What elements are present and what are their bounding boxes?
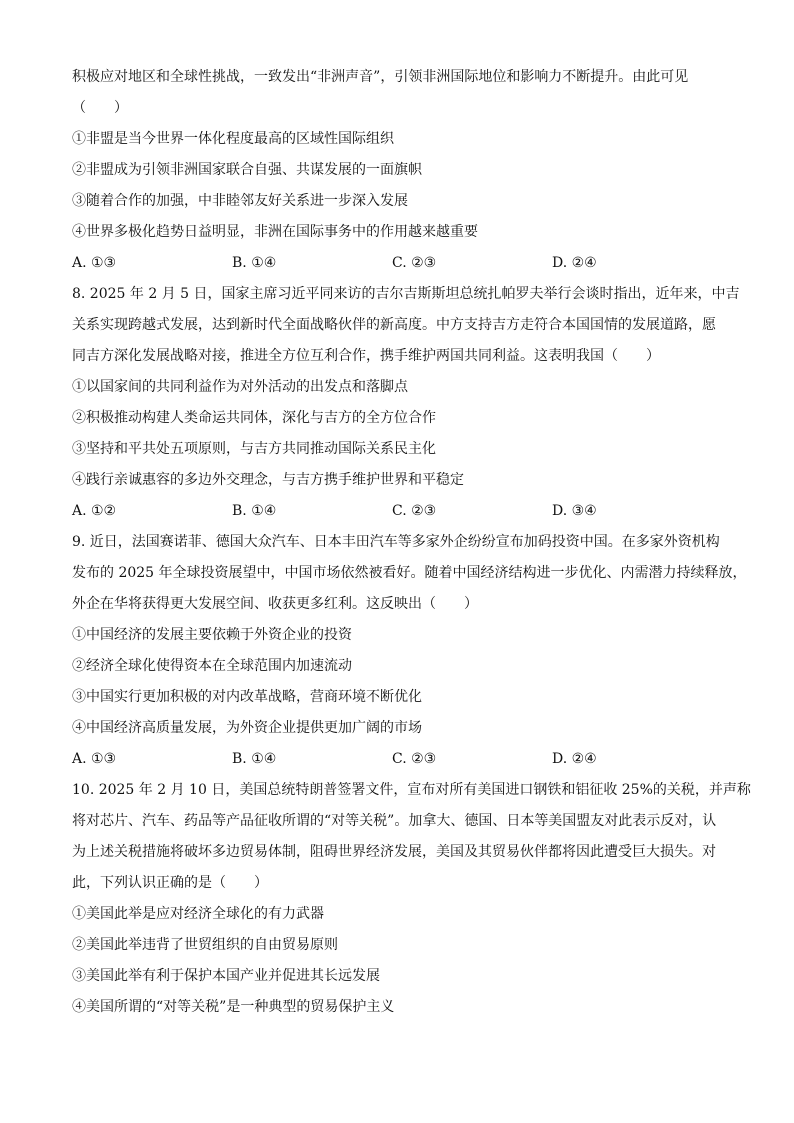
option-c: C. ②③: [392, 503, 437, 519]
exam-page: [72, 62, 751, 1023]
option-d: D. ②④: [552, 751, 597, 767]
option-d: D. ③④: [552, 503, 597, 519]
answer-options: [72, 248, 724, 279]
question-text-line: 关系实现跨越式发展，达到新时代全面战略伙伴的新高度。中方支持吉方走符合本国国情的发展道路，愿: [72, 317, 716, 333]
statement-item: ④美国所谓的“对等关税”是一种典型的贸易保护主义: [72, 999, 395, 1015]
question-text-line: 将对芯片、汽车、药品等产品征收所谓的“对等关税”。加拿大、德国、日本等美国盟友对此表示反对，认: [72, 813, 717, 829]
statement-item: ②积极推动构建人类命运共同体，深化与吉方的全方位合作: [72, 410, 436, 426]
statement-item: ④世界多极化趋势日益明显，非洲在国际事务中的作用越来越重要: [72, 224, 478, 240]
option-a: A. ①②: [72, 503, 117, 519]
statement-item: ②经济全球化使得资本在全球范围内加速流动: [72, 658, 352, 674]
answer-options: [72, 496, 724, 527]
question-text-line: 外企在华将获得更大发展空间、收获更多红利。这反映出（ ）: [72, 596, 478, 612]
statement-item: ④践行亲诚惠容的多边外交理念，与吉方携手维护世界和平稳定: [72, 472, 464, 488]
statement-item: ①以国家间的共同利益作为对外活动的出发点和落脚点: [72, 379, 408, 395]
option-c: C. ②③: [392, 255, 437, 271]
option-b: B. ①④: [232, 751, 277, 767]
statement-item: ①美国此举是应对经济全球化的有力武器: [72, 906, 324, 922]
question-9: [72, 527, 747, 775]
question-text-line: 10. 2025 年 2 月 10 日，美国总统特朗普签署文件，宣布对所有美国进口钢铁和铝征收 25%的关税，并声称: [72, 782, 751, 798]
answer-blank: （ ）: [72, 100, 128, 116]
statement-item: ③坚持和平共处五项原则，与吉方共同推动国际关系民主化: [72, 441, 436, 457]
option-d: D. ②④: [552, 255, 597, 271]
statement-item: ①中国经济的发展主要依赖于外资企业的投资: [72, 627, 352, 643]
option-b: B. ①④: [232, 255, 277, 271]
question-text-line: 此，下列认识正确的是（ ）: [72, 875, 268, 891]
option-c: C. ②③: [392, 751, 437, 767]
option-a: A. ①③: [72, 751, 117, 767]
question-10: [72, 775, 751, 1023]
question-text-line: 同吉方深化发展战略对接，推进全方位互利合作，携手维护两国共同利益。这表明我国（ ）: [72, 348, 660, 364]
answer-options: [72, 744, 724, 775]
question-text-line: 发布的 2025 年全球投资展望中，中国市场依然被看好。随着中国经济结构进一步优化、内需潜力持续释放，: [72, 565, 747, 581]
question-text-line: 9. 近日，法国赛诺菲、德国大众汽车、日本丰田汽车等多家外企纷纷宣布加码投资中国。在多家外资机构: [72, 534, 720, 550]
option-b: B. ①④: [232, 503, 277, 519]
statement-item: ②美国此举违背了世贸组织的自由贸易原则: [72, 937, 338, 953]
statement-item: ④中国经济高质量发展，为外资企业提供更加广阔的市场: [72, 720, 422, 736]
statement-item: ②非盟成为引领非洲国家联合自强、共谋发展的一面旗帜: [72, 162, 422, 178]
question-text-line: 为上述关税措施将破坏多边贸易体制，阻碍世界经济发展，美国及其贸易伙伴都将因此遭受巨大损失。对: [72, 844, 716, 860]
question-text-line: 积极应对地区和全球性挑战，一致发出“非洲声音”，引领非洲国际地位和影响力不断提升。由此可见: [72, 69, 689, 85]
question-8: [72, 279, 740, 527]
statement-item: ③随着合作的加强，中非睦邻友好关系进一步深入发展: [72, 193, 408, 209]
statement-item: ③美国此举有利于保护本国产业并促进其长远发展: [72, 968, 380, 984]
option-a: A. ①③: [72, 255, 117, 271]
question-text-line: 8. 2025 年 2 月 5 日，国家主席习近平同来访的吉尔吉斯斯坦总统扎帕罗夫举行会谈时指出，近年来，中吉: [72, 286, 740, 302]
statement-item: ③中国实行更加积极的对内改革战略，营商环境不断优化: [72, 689, 422, 705]
statement-item: ①非盟是当今世界一体化程度最高的区域性国际组织: [72, 131, 394, 147]
question-7: [72, 62, 724, 279]
